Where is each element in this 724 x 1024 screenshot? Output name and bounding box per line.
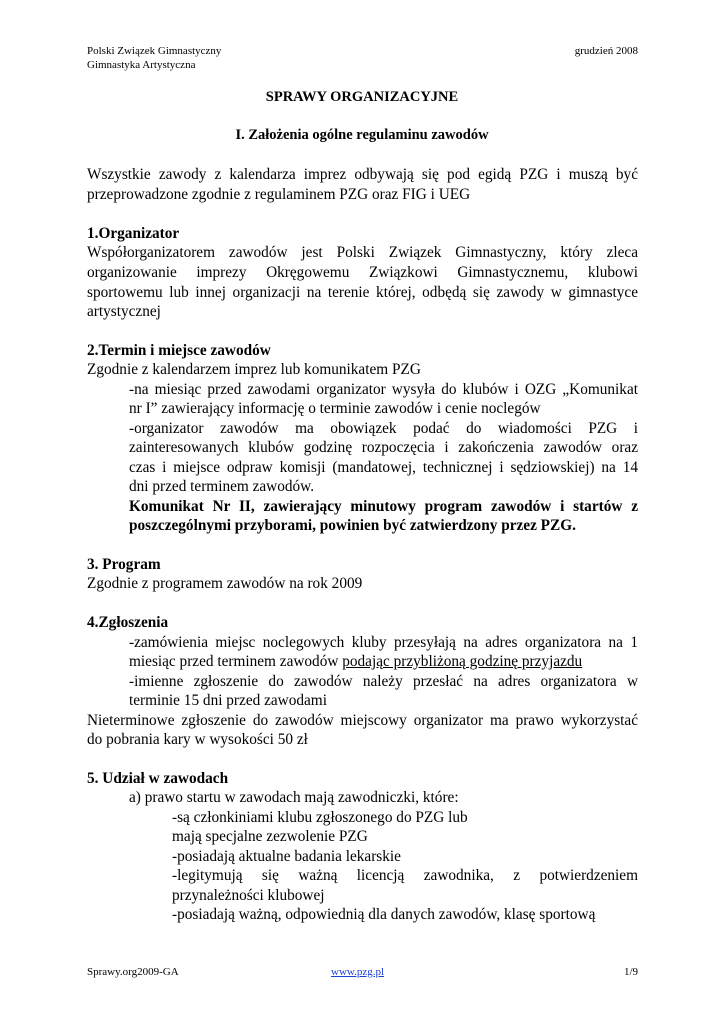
- section-2-item: dni przed terminem zawodów.: [129, 478, 315, 495]
- section-4-item: terminie 15 dni przed zawodami: [129, 692, 327, 709]
- section-1-line: organizowanie imprezy Okręgowemu Związkowi Gimnastycznemu, klubowi: [87, 264, 638, 281]
- section-4-item: [129, 652, 582, 672]
- section-1-line: sportowemu lub innej organizacji na terenie której, odbędą się zawody w gimnastyce: [87, 284, 638, 301]
- section-2-bold-note: poszczególnymi przyborami, powinien być zatwierdzony przez PZG.: [129, 517, 576, 534]
- section-4-underlined-text: podając przybliżoną godzinę przyjazdu: [342, 653, 583, 670]
- footer-page-number: 1/9: [623, 966, 638, 978]
- section-5-subpoint: a) prawo startu w zawodach mają zawodniczki, które:: [129, 789, 459, 806]
- header-date: grudzień 2008: [574, 45, 638, 57]
- section-5-heading: 5. Udział w zawodach: [87, 770, 229, 787]
- intro-line-2: przeprowadzone zgodnie z regulaminem PZG oraz FIG i UEG: [87, 186, 471, 203]
- section-5-item: -posiadają ważną, odpowiednią dla danych zawodów, klasę sportową: [172, 906, 596, 923]
- footer-website-link[interactable]: www.pzg.pl: [331, 966, 385, 978]
- section-1-heading: 1.Organizator: [87, 225, 180, 242]
- section-5-item: -posiadają aktualne badania lekarskie: [172, 848, 401, 865]
- section-2-item: -organizator zawodów ma obowiązek podać do wiadomości PZG i: [129, 420, 638, 437]
- section-4-line: do pobrania kary w wysokości 50 zł: [87, 731, 308, 748]
- section-2-item: nr I” zawierający informację o terminie zawodów i cenie noclegów: [129, 400, 541, 417]
- section-2-item: -na miesiąc przed zawodami organizator wysyła do klubów i OZG „Komunikat: [129, 381, 638, 398]
- section-5-item: -legitymują się ważną licencją zawodnika, z potwierdzeniem: [172, 867, 638, 884]
- header-discipline: Gimnastyka Artystyczna: [87, 59, 196, 71]
- section-5-item: mają specjalne zezwolenie PZG: [172, 828, 368, 845]
- section-3-heading: 3. Program: [87, 556, 161, 573]
- intro-line-1: Wszystkie zawody z kalendarza imprez odbywają się pod egidą PZG i muszą być: [87, 166, 638, 183]
- section-2-heading: 2.Termin i miejsce zawodów: [87, 342, 271, 359]
- section-2-intro: Zgodnie z kalendarzem imprez lub komunikatem PZG: [87, 361, 421, 378]
- page-title: SPRAWY ORGANIZACYJNE: [265, 89, 459, 105]
- section-1-line: artystycznej: [87, 303, 161, 320]
- section-2-bold-note: Komunikat Nr II, zawierający minutowy program zawodów i startów z: [129, 498, 638, 515]
- section-4-item-text: miesiąc przed terminem zawodów: [129, 653, 343, 670]
- section-4-line: Nieterminowe zgłoszenie do zawodów miejscowy organizator ma prawo wykorzystać: [87, 712, 638, 729]
- section-3-line: Zgodnie z programem zawodów na rok 2009: [87, 575, 363, 592]
- section-4-heading: 4.Zgłoszenia: [87, 614, 169, 631]
- section-5-item: przynależności klubowej: [172, 887, 325, 904]
- section-2-item: czas i miejsce odpraw komisji (mandatowej, technicznej i sędziowskiej) na 14: [129, 459, 638, 476]
- footer-doc-id: Sprawy.org2009-GA: [87, 966, 179, 978]
- section-2-item: zainteresowanych klubów godzinę rozpoczęcia i zakończenia zawodów oraz: [129, 439, 638, 456]
- section-1-line: Współorganizatorem zawodów jest Polski Związek Gimnastyczny, który zleca: [87, 244, 638, 261]
- section-5-item: -są członkiniami klubu zgłoszonego do PZG lub: [172, 809, 468, 826]
- page-subtitle: I. Założenia ogólne regulaminu zawodów: [235, 127, 489, 143]
- section-4-item: -imienne zgłoszenie do zawodów należy przesłać na adres organizatora w: [129, 673, 638, 690]
- header-org-name: Polski Związek Gimnastyczny: [87, 45, 222, 57]
- section-4-item: -zamówienia miejsc noclegowych kluby przesyłają na adres organizatora na 1: [129, 634, 638, 651]
